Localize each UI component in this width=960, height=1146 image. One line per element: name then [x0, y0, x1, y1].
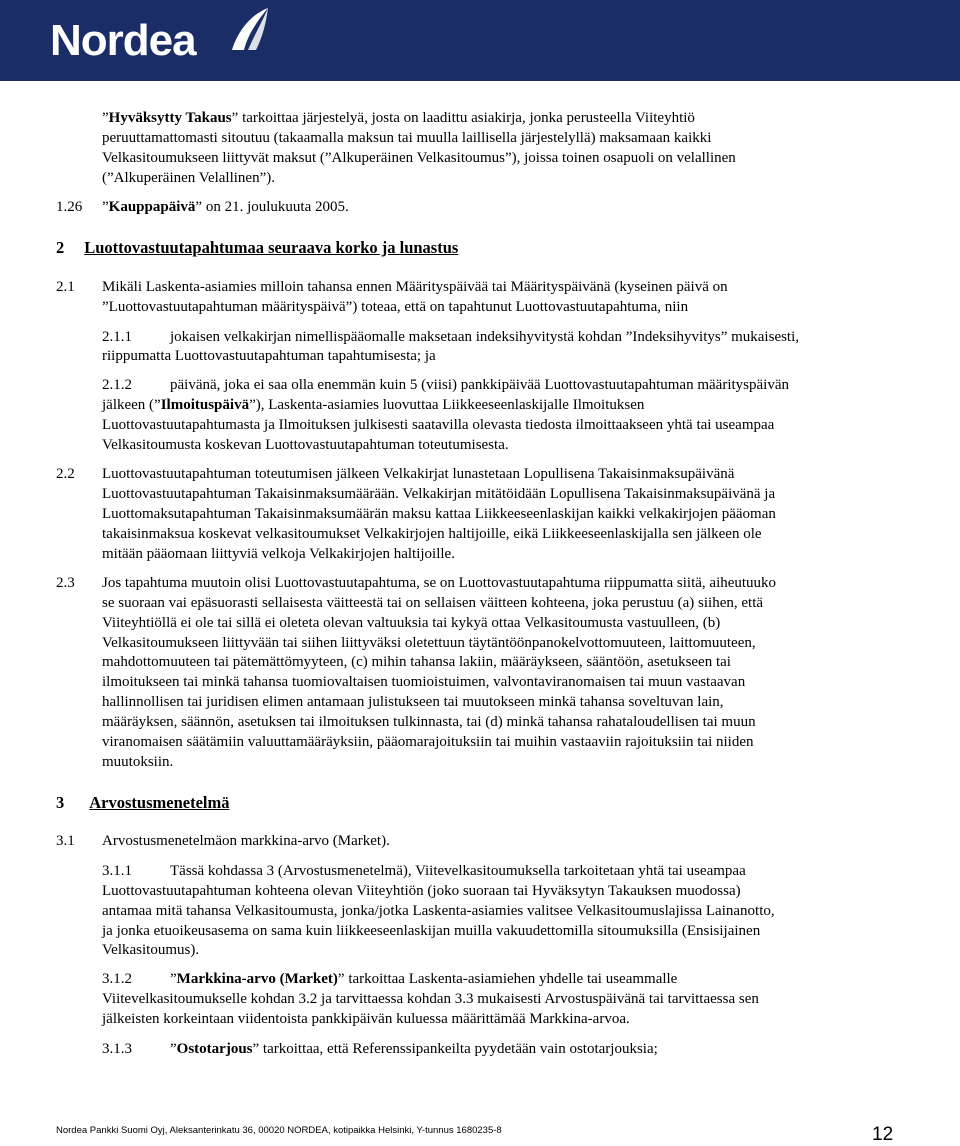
s2-3-line3: Viiteyhtiöllä ei ole tai sillä ei oleteta olevan valtuuksia tai kykyä ottaa Velkasitoumusta vastuulleen, (b) [102, 615, 721, 631]
s2-3-line9: viranomaisen säätämiin valuuttamääräyksiin, pääomarajoituksiin tai muihin vastaaviin rajoituksiin tai niiden [102, 734, 754, 750]
s2-3-line5: mahdottomuuteen tai pätemättömyyteen, (c) mihin tahansa lakiin, määräykseen, sääntöön, asetukseen tai [102, 654, 731, 670]
s2-1-2-line1: päivänä, joka ei saa olla enemmän kuin 5 (viisi) pankkipäivää Luottovastuutapahtuman määrityspäivän [170, 377, 789, 393]
s2-2-line5: mitään pääomaan liittyviä velkoja Velkakirjojen haltijoille. [102, 546, 455, 562]
section-number: 3.1.1 [102, 863, 132, 879]
s2-3-line6: ilmoitukseen tai minkä tahansa tuomiovaltaisen tuomioistuimen, valvontaviranomaisen tai muun vastaavan [102, 674, 746, 690]
s2-1-2-line4: Velkasitoumusta koskevan Luottovastuutapahtuman toteutumisesta. [102, 437, 509, 453]
section-heading-3: 3 Arvostusmenetelmä [56, 793, 230, 812]
s2-2-line3: Luottomaksutapahtuman Takaisinmaksumäärän maksu kattaa Liikkeeseenlaskijan kaikki velkakirjojen pääoman [102, 506, 776, 522]
s3-1-1-line5: Velkasitoumus). [102, 942, 200, 958]
s2-3-line2: se suoraan vai epäsuorasti sellaisesta väitteestä tai on sellaisen väitteen kohteena, joka perustuu (a) siihen, että [102, 595, 764, 611]
s3-1-text: Arvostusmenetelmäon markkina-arvo (Market). [102, 833, 390, 849]
nordea-logo: Nordea [50, 16, 196, 65]
s2-3-line8: määräyksen, säännön, asetuksen tai ilmoituksen tulkinnasta, tai (d) minkä tahansa rahataloudellisen tai muun [102, 714, 756, 730]
footer-company-info: Nordea Pankki Suomi Oyj, Aleksanterinkatu 36, 00020 NORDEA, kotipaikka Helsinki, Y-tunnus 1680235-8 [56, 1125, 502, 1136]
def-hyvaksytty-line2: peruuttamattomasti sitoutuu (takaamalla maksun tai muulla laillisella järjestelyllä) maksamaan kaikki [102, 130, 712, 146]
s2-1-2-line3: Luottovastuutapahtumasta ja Ilmoituksen julkisesti saatavilla olevasta tiedosta ilmoittaakseen yhtä tai useampaa [102, 417, 775, 433]
section-number: 2.2 [56, 466, 75, 482]
header-banner [0, 0, 960, 81]
section-number: 2.1 [56, 279, 75, 295]
section-number: 2.1.2 [102, 377, 132, 393]
nordea-sail-icon [222, 6, 272, 54]
s3-1-1-line1: Tässä kohdassa 3 (Arvostusmenetelmä), Viitevelkasitoumuksella tarkoitetaan yhtä tai useampaa [170, 863, 746, 879]
section-number: 2.1.1 [102, 329, 132, 345]
s2-1-line1: Mikäli Laskenta-asiamies milloin tahansa ennen Määrityspäivää tai Määrityspäivänä (kyseinen päivä on [102, 279, 728, 295]
def-hyvaksytty-line4: (”Alkuperäinen Velallinen”). [102, 170, 275, 186]
s3-1-2-line1: ”Markkina-arvo (Market)” tarkoittaa Laskenta-asiamiehen yhdelle tai useammalle [170, 971, 678, 987]
s3-1-1-line4: ja jonka etuoikeusasema on sama kuin liikkeeseenlaskijan muilla vakuudettomilla sitoumuksilla (Ensisijainen [102, 923, 761, 939]
s2-3-line4: Velkasitoumukseen liittyvään tai siihen liittyväksi oletettuun täytäntöönpanokelvottomuuteen, laittomuuteen, [102, 635, 756, 651]
s3-1-1-line2: Luottovastuutapahtuman kohteena olevan Viiteyhtiön (joko suoraan tai Hyväksytyn Takauksen muodossa) [102, 883, 741, 899]
s2-3-line1: Jos tapahtuma muutoin olisi Luottovastuutapahtuma, se on Luottovastuutapahtuma riippumatta siitä, aiheutuuko [102, 575, 777, 591]
section-number: 3.1 [56, 833, 75, 849]
def-hyvaksytty-line1: ”Hyväksytty Takaus” tarkoittaa järjestelyä, josta on laadittu asiakirja, jonka perusteella Viiteyhtiö [102, 110, 695, 126]
def-hyvaksytty-line3: Velkasitoumukseen liittyvät maksut (”Alkuperäinen Velkasitoumus”), joissa toinen osapuoli on velallinen [102, 150, 736, 166]
s2-1-2-line2: jälkeen (”Ilmoituspäivä”), Laskenta-asiamies luovuttaa Liikkeeseenlaskijalle Ilmoituksen [102, 397, 645, 413]
s2-2-line2: Luottovastuutapahtuman Takaisinmaksumäärään. Velkakirjan mitätöidään Lopullisena Takaisinmaksupäivänä ja [102, 486, 776, 502]
s2-3-line10: muutoksiin. [102, 754, 174, 770]
s3-1-2-line2: Viitevelkasitoumukselle kohdan 3.2 ja tarvittaessa kohdan 3.3 mukaisesti Arvostuspäivänä tai tarvittaessa sen [102, 991, 759, 1007]
s2-1-1-line2: riippumatta Luottovastuutapahtuman tapahtumisesta; ja [102, 348, 436, 364]
section-number: 1.26 [56, 199, 83, 215]
s2-2-line1: Luottovastuutapahtuman toteutumisen jälkeen Velkakirjat lunastetaan Lopullisena Takaisinmaksupäivänä [102, 466, 735, 482]
s3-1-3-line1: ”Ostotarjous” tarkoittaa, että Referenssipankeilta pyydetään vain ostotarjouksia; [170, 1041, 658, 1057]
s2-3-line7: hallinnollisen tai juridisen elimen antamaan julistukseen tai muutokseen minkä tahansa soveltuvan lain, [102, 694, 724, 710]
section-number: 3.1.2 [102, 971, 132, 987]
s3-1-2-line3: jälkeisten korkeintaan viidentoista pankkipäivän kuluessa määrittämää Markkina-arvoa. [102, 1011, 630, 1027]
section-heading-2: 2 Luottovastuutapahtumaa seuraava korko ja lunastus [56, 238, 459, 257]
def-kauppapaiva: ”Kauppapäivä” on 21. joulukuuta 2005. [102, 199, 349, 215]
s2-1-1-line1: jokaisen velkakirjan nimellispääomalle maksetaan indeksihyvitystä kohdan ”Indeksihyvitys” mukaisesti, [170, 329, 800, 345]
s2-1-line2: ”Luottovastuutapahtuman määrityspäivä”) toteaa, että on tapahtunut Luottovastuutapahtuma, niin [102, 299, 689, 315]
section-number: 3.1.3 [102, 1041, 132, 1057]
section-number: 2.3 [56, 575, 75, 591]
s3-1-1-line3: antamaa mitä tahansa Velkasitoumusta, jonka/jotka Laskenta-asiamies valitsee Velkasitoumuslajissa Lainanotto, [102, 903, 775, 919]
s2-2-line4: takaisinmaksua koskevat velkasitoumukset Velkakirjojen haltijoille, eikä Liikkeeseenlaskijalla sen jälkeen ole [102, 526, 762, 542]
page-number: 12 [872, 1124, 894, 1145]
